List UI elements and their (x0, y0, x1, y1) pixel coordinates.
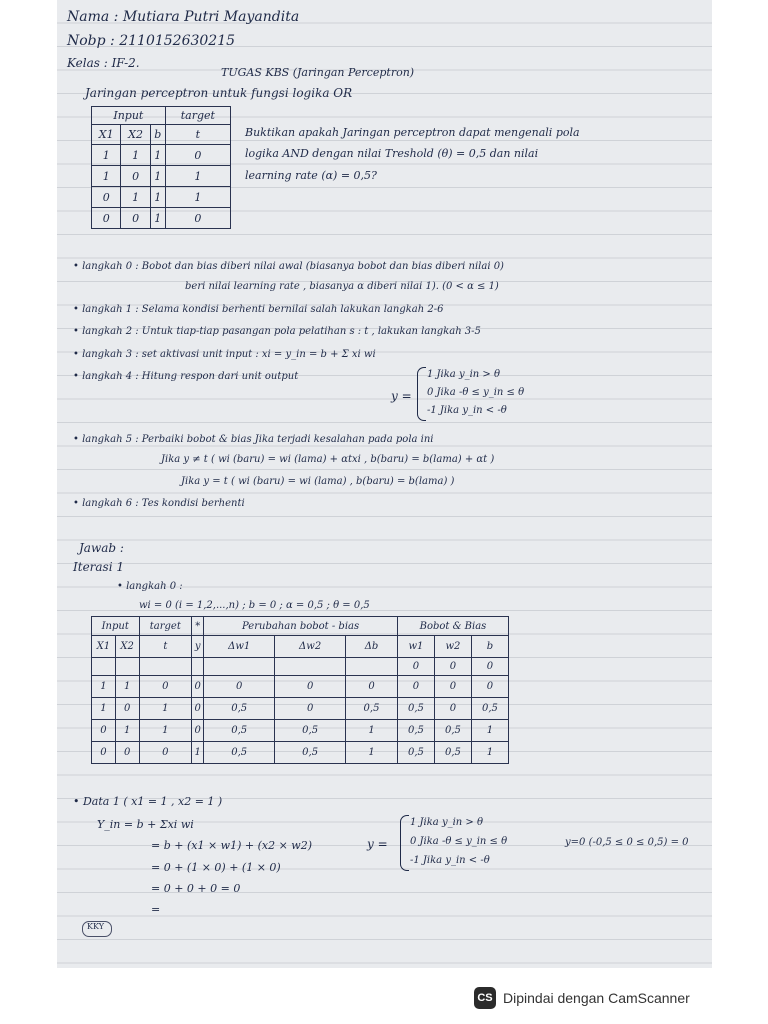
student-nobp: Nobp : 2110152630215 (67, 33, 236, 49)
step-0: • langkah 0 : Bobot dan bias diberi nilai awal (biasanya bobot dan bias diberi nilai 0) (73, 261, 504, 272)
task-line: logika AND dengan nilai Treshold (θ) = 0,5 dan nilai (245, 147, 539, 160)
table-header: t (139, 636, 192, 658)
step-4-case: 1 Jika y_in > θ (427, 369, 500, 380)
table-header: Δw1 (204, 636, 275, 658)
table-group-header: Bobot & Bias (397, 617, 508, 636)
langkah0-label: • langkah 0 : (117, 581, 183, 592)
table-header: Δw2 (275, 636, 346, 658)
data1-line: Y_in = b + Σxi wi (97, 818, 194, 831)
data1-title: • Data 1 ( x1 = 1 , x2 = 1 ) (73, 795, 223, 808)
table-header: w2 (434, 636, 471, 658)
camscanner-icon: CS (474, 987, 496, 1009)
data1-brace (400, 815, 409, 871)
data1-case: 0 Jika -θ ≤ y_in ≤ θ (410, 836, 508, 847)
table-row: 0 0 0 (92, 658, 509, 676)
section-heading: Jaringan perceptron untuk fungsi logika OR (85, 86, 353, 100)
step-1: • langkah 1 : Selama kondisi berhenti bernilai salah lakukan langkah 2-6 (73, 304, 444, 315)
student-class: Kelas : IF-2. (67, 56, 140, 70)
table-header: X1 (92, 125, 121, 145)
step-4: • langkah 4 : Hitung respon dari unit output (73, 371, 299, 382)
table-row: 1 0 1 1 (92, 166, 231, 187)
step-5-case-b: Jika y = t ( wi (baru) = wi (lama) , b(baru) = b(lama) ) (181, 476, 455, 487)
table-group-header: Input (92, 107, 166, 125)
data1-case: -1 Jika y_in < -θ (410, 855, 490, 866)
data1-note: y=0 (-0,5 ≤ 0 ≤ 0,5) = 0 (565, 837, 689, 848)
step-6: • langkah 6 : Tes kondisi berhenti (73, 498, 245, 509)
table-group-header: target (139, 617, 192, 636)
table-header: w1 (397, 636, 434, 658)
table-header: Δb (346, 636, 398, 658)
camscanner-text: Dipindai dengan CamScanner (503, 990, 690, 1006)
step-5-case-a: Jika y ≠ t ( wi (baru) = wi (lama) + αtxi , b(baru) = b(lama) + αt ) (161, 454, 495, 465)
or-truth-table (91, 106, 231, 229)
table-row: 1 1 1 0 (92, 145, 231, 166)
table-row: 1 1 0 0 0 0 0 0 0 0 (92, 676, 509, 698)
step-4-y-label: y = (391, 389, 412, 403)
table-header: X1 (92, 636, 116, 658)
step-4-case: -1 Jika y_in < -θ (427, 405, 507, 416)
table-header: X2 (115, 636, 139, 658)
data1-line: = b + (x1 × w1) + (x2 × w2) (151, 839, 312, 852)
table-row: 0 1 1 1 (92, 187, 231, 208)
task-line: learning rate (α) = 0,5? (245, 169, 377, 182)
step-0-continued: beri nilai learning rate , biasanya α diberi nilai 1). (0 < α ≤ 1) (185, 281, 499, 292)
table-header: t (165, 125, 230, 145)
table-row: 0 1 1 0 0,5 0,5 1 0,5 0,5 1 (92, 720, 509, 742)
table-header: X2 (121, 125, 150, 145)
data1-line: = 0 + 0 + 0 = 0 (151, 882, 241, 895)
camscanner-footer (474, 984, 690, 1012)
data1-y-label: y = (367, 837, 388, 851)
table-header: y (192, 636, 204, 658)
seal-text: KKY (87, 922, 105, 931)
table-group-header: * (192, 617, 204, 636)
task-line: Buktikan apakah Jaringan perceptron dapat mengenali pola (245, 126, 580, 139)
scanned-paper (57, 0, 712, 968)
data1-case: 1 Jika y_in > θ (410, 817, 483, 828)
step-4-case: 0 Jika -θ ≤ y_in ≤ θ (427, 387, 525, 398)
jawab-label: Jawab : (79, 541, 124, 555)
step-5: • langkah 5 : Perbaiki bobot & bias Jika terjadi kesalahan pada pola ini (73, 434, 434, 445)
table-header: b (150, 125, 165, 145)
init-values: wi = 0 (i = 1,2,...,n) ; b = 0 ; α = 0,5 ; θ = 0,5 (139, 600, 370, 611)
table-row: 0 0 0 1 0,5 0,5 1 0,5 0,5 1 (92, 742, 509, 764)
table-group-header: Input (92, 617, 140, 636)
data1-line: = (151, 903, 161, 916)
table-group-header: Perubahan bobot - bias (204, 617, 398, 636)
kky-seal (82, 921, 112, 937)
table-row: 0 0 1 0 (92, 208, 231, 229)
student-name: Nama : Mutiara Putri Mayandita (67, 9, 300, 25)
step-4-brace (417, 367, 426, 421)
iteration-table (91, 616, 509, 764)
table-header: b (471, 636, 508, 658)
step-2: • langkah 2 : Untuk tiap-tiap pasangan pola pelatihan s : t , lakukan langkah 3-5 (73, 326, 481, 337)
page-title: TUGAS KBS (Jaringan Perceptron) (221, 66, 415, 79)
data1-line: = 0 + (1 × 0) + (1 × 0) (151, 861, 281, 874)
step-3: • langkah 3 : set aktivasi unit input : xi = y_in = b + Σ xi wi (73, 349, 376, 360)
iterasi-label: Iterasi 1 (73, 560, 124, 574)
table-row: 1 0 1 0 0,5 0 0,5 0,5 0 0,5 (92, 698, 509, 720)
table-group-header: target (165, 107, 230, 125)
